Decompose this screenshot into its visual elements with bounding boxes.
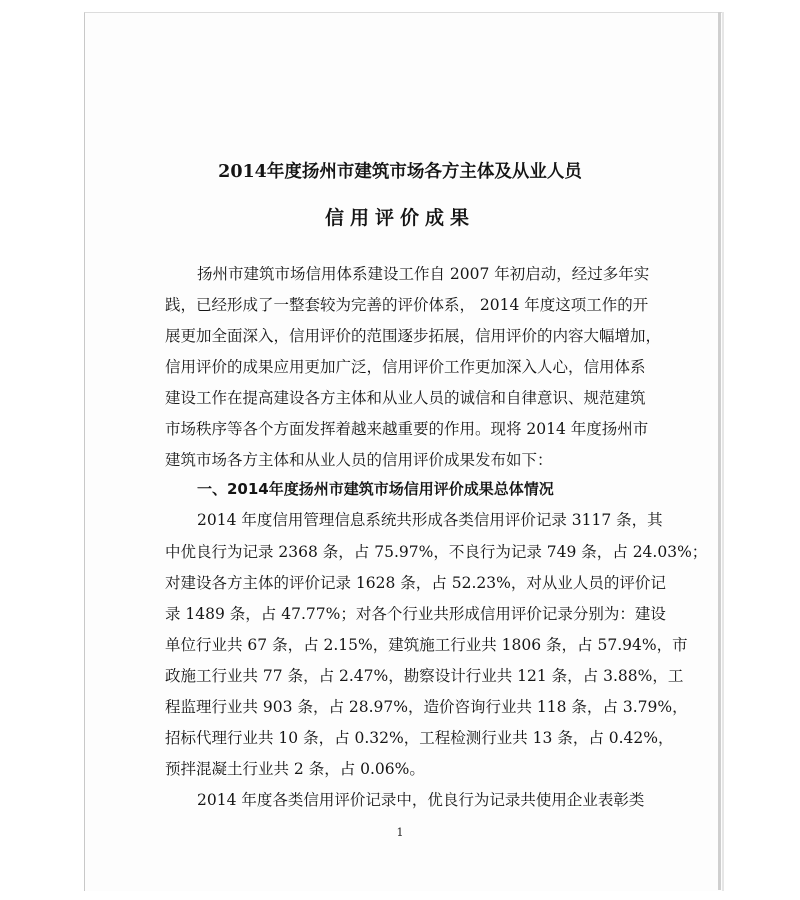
paragraph-line: 录 1489 条，占 47.77%；对各个行业共形成信用评价记录分别为：建设 [165,605,666,623]
paragraph-line: 建设工作在提高建设各方主体和从业人员的诚信和自律意识、规范建筑 [165,389,646,407]
page-number: 1 [396,826,404,839]
paragraph-line: 2014 年度信用管理信息系统共形成各类信用评价记录 3117 条，其 [197,511,663,529]
paragraph-line: 中优良行为记录 2368 条，占 75.97%，不良行为记录 749 条，占 24.03%； [165,543,708,561]
section-heading: 一、2014年度扬州市建筑市场信用评价成果总体情况 [197,480,554,498]
paragraph-line: 扬州市建筑市场信用体系建设工作自 2007 年初启动，经过多年实 [197,265,650,283]
paragraph-line: 招标代理行业共 10 条，占 0.32%，工程检测行业共 13 条，占 0.42%， [165,729,674,747]
paragraph-line: 预拌混凝土行业共 2 条，占 0.06%。 [165,760,425,778]
paragraph-line: 践，已经形成了一整套较为完善的评价体系， 2014 年度这项工作的开 [165,296,649,314]
paragraph-line: 单位行业共 67 条，占 2.15%，建筑施工行业共 1806 条，占 57.94%，市 [165,636,688,654]
document-title: 2014年度扬州市建筑市场各方主体及从业人员 [218,162,582,182]
paragraph-line: 程监理行业共 903 条，占 28.97%，造价咨询行业共 118 条，占 3.79%， [165,698,688,716]
document-subtitle: 信用评价成果 [324,207,475,229]
paragraph-line: 市场秩序等各个方面发挥着越来越重要的作用。现将 2014 年度扬州市 [165,420,649,438]
paragraph-line: 2014 年度各类信用评价记录中，优良行为记录共使用企业表彰类 [197,791,645,809]
paragraph-line: 对建设各方主体的评价记录 1628 条，占 52.23%，对从业人员的评价记 [165,574,666,592]
paper-edge [718,12,721,890]
paragraph-line: 建筑市场各方主体和从业人员的信用评价成果发布如下： [165,451,553,469]
paragraph-line: 政施工行业共 77 条，占 2.47%，勘察设计行业共 121 条，占 3.88%，工 [165,667,684,685]
paragraph-line: 信用评价的成果应用更加广泛，信用评价工作更加深入人心，信用体系 [165,358,646,376]
paragraph-line: 展更加全面深入，信用评价的范围逐步拓展，信用评价的内容大幅增加， [165,327,662,345]
